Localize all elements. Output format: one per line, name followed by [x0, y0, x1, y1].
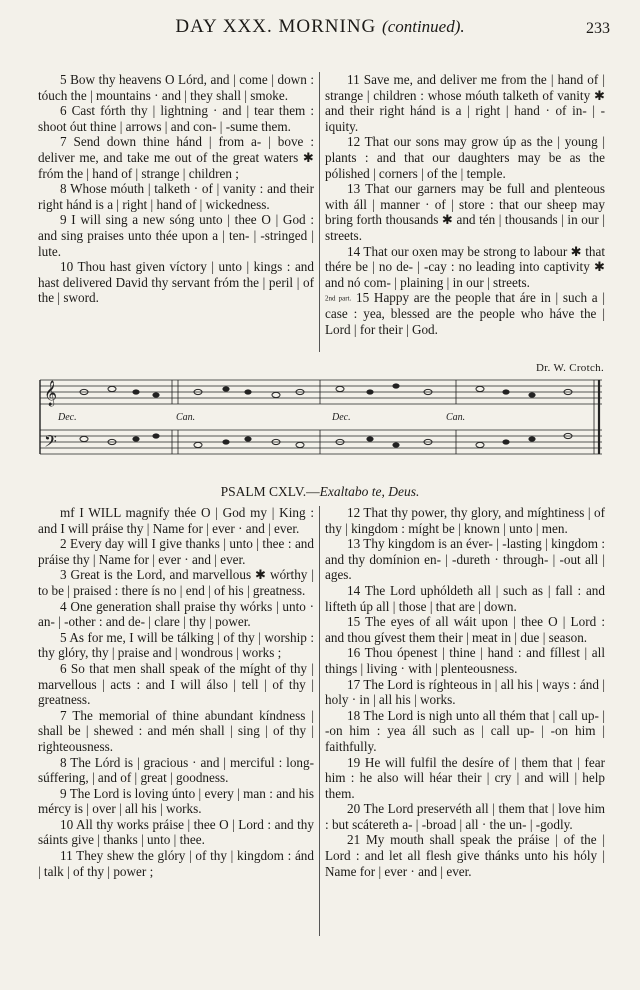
verse-text: 15 Happy are the people that áre in | such a | case : yea, blessed are the people who háve the | Lord | for their | God.	[325, 290, 606, 337]
part-marker: 2nd part.	[325, 294, 352, 303]
composer-credit: Dr. W. Crotch.	[535, 362, 604, 374]
right-column-bottom	[325, 505, 605, 879]
verse: 8 Whose móuth | talketh · of | vanity : and their right hánd is a | right | hand of | wickedness.	[38, 181, 314, 212]
verse: 2 Every day will I give thanks | unto | thee : and práise thy | Name for | ever · and | ever.	[38, 536, 314, 567]
psalm-heading: PSALM CXLV.—Exaltabo te, Deus.	[220, 484, 420, 499]
verse: 17 The Lord is ríghteous in | all his | ways : ánd | holy · in | all his | works.	[325, 676, 605, 708]
svg-text:𝄞: 𝄞	[44, 381, 58, 406]
dynamic-mark: Dec.	[332, 412, 351, 423]
verse: 7 The memorial of thine abundant kíndness | shall be | shewed : and mén shall | sing | of thy | righteousness.	[38, 707, 314, 754]
dynamic-mark: Dec.	[58, 412, 77, 423]
verse: 20 The Lord preservéth all | them that | love him : but scátereth a- | -broad | all · the un- | -godly.	[325, 801, 605, 832]
chant-score	[36, 372, 606, 482]
verse: 6 Cast fórth thy | lightning · and | tear them : shoot óut thine | arrows | and con- | -sume them.	[38, 103, 314, 134]
dynamic-mark: Can.	[176, 412, 196, 423]
verse: 19 He will fulfil the desíre of | them that | fear him : he also will héar their | cry | and will | help them.	[325, 754, 605, 801]
title-main: DAY XXX. MORNING	[175, 16, 377, 37]
verse: 9 I will sing a new sóng unto | thee O | God : and sing praises unto thée upon a | ten- | -stringed | lute.	[38, 212, 314, 259]
page-title	[30, 16, 610, 38]
verse: 12 That thy power, thy glory, and míghtiness | of thy | kingdom : míght be | known | unto | men.	[325, 505, 605, 536]
verse: 8 The Lórd is | gracious · and | merciful : long-súffering, | and of | great | goodness.	[38, 754, 314, 786]
title-italic: (continued).	[382, 17, 465, 36]
verse: 11 They shew the glóry | of thy | kingdom : ánd | talk | of thy | power ;	[38, 848, 314, 879]
verse: 10 All thy works práise | thee O | Lord : and thy sáints give | thanks | unto | thee.	[38, 816, 314, 848]
verse: 7 Send down thine hánd | from a- | bove : deliver me, and take me out of the great waters ✱ fróm the | hand of | strange | children ;	[38, 134, 314, 181]
svg-text:𝄢: 𝄢	[44, 431, 57, 455]
psalm-latin-title: Exaltabo te, Deus.	[319, 484, 420, 499]
left-column-bottom	[38, 505, 314, 879]
verse: 6 So that men shall speak of the míght of thy | marvellous | acts : and I will álso | tell | of thy | greatness.	[38, 660, 314, 708]
verse: 13 Thy kingdom is an éver- | -lasting | kingdom : and thy domínion en- | -dureth · through- | -out all | ages.	[325, 536, 605, 583]
verse: 14 That our oxen may be strong to labour ✱ that thére be | no de- | -cay : no leading into captivity ✱ and nó com- | plaining | in our | streets.	[325, 243, 605, 290]
left-column-top	[38, 72, 314, 306]
verse: 12 That our sons may grow úp as the | young | plants : and that our daughters may be as the pólished | corners | of the | temple.	[325, 134, 605, 181]
verse: 9 The Lord is loving únto | every | man : and his mércy is | over | all his | works.	[38, 785, 314, 817]
verse: 10 Thou hast given víctory | unto | kings : and hast delivered David thy servant fróm the | peril | of the | sword.	[38, 259, 314, 306]
verse: 15 The eyes of all wáit upon | thee O | Lord : and thou gívest them their | meat in | due | season.	[325, 614, 605, 645]
column-divider	[319, 506, 320, 936]
verse: 18 The Lord is nigh unto all thém that | call up- | -on him : yea áll such as | call up- | -on him | faithfully.	[325, 707, 605, 754]
verse: 5 As for me, I will be tálking | of thy | worship : thy glóry, thy | praise and | wondrous | works ;	[38, 629, 314, 661]
verse: 3 Great is the Lord, and marvellous ✱ wórthy | to be | praised : there ís no | end | of his | greatness.	[38, 567, 314, 598]
verse: 14 The Lord uphóldeth all | such as | fall : and lifteth úp all | those | that are | down.	[325, 582, 605, 614]
verse: 16 Thou ópenest | thine | hand : and fíllest | all things | living · with | plenteousness.	[325, 645, 605, 676]
verse	[325, 290, 605, 337]
psalm-number: PSALM CXLV.	[220, 484, 307, 499]
verse: 11 Save me, and deliver me from the | hand of | strange | children : whose móuth talketh of vanity ✱ and their right hánd is a | right | hand · of in- | -iquity.	[325, 72, 605, 134]
column-divider	[319, 72, 320, 352]
verse: mf I WILL magnify thée O | God my | King : and I will práise thy | Name for | ever · and | ever.	[38, 505, 314, 536]
verse: 5 Bow thy heavens O Lórd, and | come | down : tóuch the | mountains · and | they shall | smoke.	[38, 72, 314, 103]
verse: 4 One generation shall praise thy wórks | unto · an- | -other : and de- | clare | thy | power.	[38, 598, 314, 630]
page-header	[30, 14, 610, 42]
page-number: 233	[586, 20, 610, 37]
right-column-top	[325, 72, 605, 337]
verse: 21 My mouth shall speak the práise | of the | Lord : and let all flesh give thánks unto his hóly | Name for | ever · and | ever.	[325, 832, 605, 879]
dynamic-mark: Can.	[446, 412, 466, 423]
verse: 13 That our garners may be full and plenteous with áll | manner · of | store : that our sheep may bring forth thousands ✱ and tén | thousands | in our | streets.	[325, 181, 605, 243]
